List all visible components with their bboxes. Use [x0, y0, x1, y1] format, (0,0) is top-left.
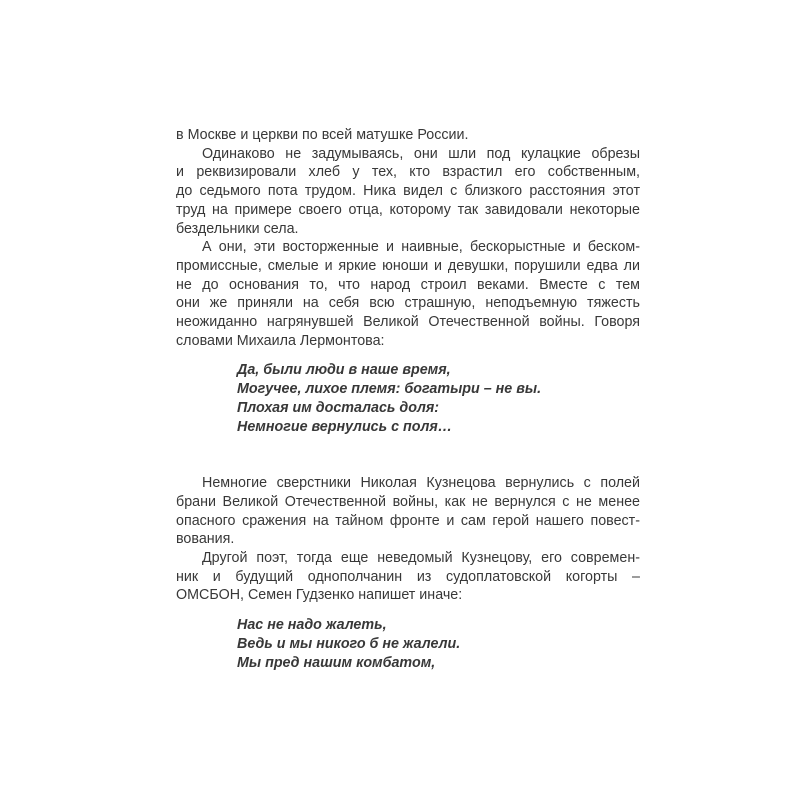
text-line: Одинаково не задумываясь, они шли под кулацкие обрезы — [202, 145, 640, 162]
verse-line: Плохая им досталась доля: — [237, 399, 440, 416]
page-text — [176, 126, 640, 672]
text-line: и реквизировали хлеб у тех, кто взрастил его собственным, — [176, 164, 640, 181]
text-line: они же приняли на себя всю страшную, неподъемную тяжесть — [176, 295, 640, 312]
verse-line: Нас не надо жалеть, — [237, 617, 387, 634]
text-line: Немногие сверстники Николая Кузнецова вернулись с полей — [202, 475, 640, 492]
verse-line: Немногие вернулись с поля… — [237, 418, 453, 435]
text-line: словами Михаила Лермонтова: — [176, 332, 385, 349]
text-line: опасного сражения на тайном фронте и сам герой нашего повест- — [176, 512, 640, 529]
text-line: А они, эти восторженные и наивные, бескорыстные и беском- — [202, 239, 640, 256]
paragraph — [176, 145, 640, 239]
verse-line: Мы пред нашим комбатом, — [237, 654, 436, 671]
verse-line: Могучее, лихое племя: богатыри – не вы. — [237, 381, 542, 398]
text-line: бездельники села. — [176, 220, 299, 237]
text-line: ник и будущий однополчанин из судоплатовской когорты – — [176, 568, 640, 585]
text-line: труд на примере своего отца, которому так завидовали некоторые — [176, 201, 640, 218]
verse-block — [237, 361, 640, 436]
text-line: вования. — [176, 531, 235, 548]
text-line: брани Великой Отечественной войны, как не вернулся с не менее — [176, 493, 640, 510]
paragraph — [176, 549, 640, 605]
text-line: ОМСБОН, Семен Гудзенко напишет иначе: — [176, 587, 463, 604]
text-line: в Москве и церкви по всей матушке России. — [176, 127, 469, 143]
text-line: неожиданно нагрянувшей Великой Отечественной войны. Говоря — [176, 314, 640, 331]
text-line: не до основания то, что народ строил веками. Вместе с тем — [176, 276, 640, 293]
paragraph — [176, 238, 640, 350]
paragraph — [176, 474, 640, 549]
verse-line: Ведь и мы никого б не жалели. — [237, 635, 461, 652]
text-line: промиссные, смелые и яркие юноши и девушки, порушили едва ли — [176, 257, 640, 274]
text-line: Другой поэт, тогда еще неведомый Кузнецову, его современ- — [202, 550, 640, 567]
text-line: до седьмого пота трудом. Ника видел с близкого расстояния этот — [176, 183, 640, 200]
paragraph — [176, 126, 640, 145]
verse-block — [237, 616, 640, 672]
verse-line: Да, были люди в наше время, — [237, 362, 451, 379]
